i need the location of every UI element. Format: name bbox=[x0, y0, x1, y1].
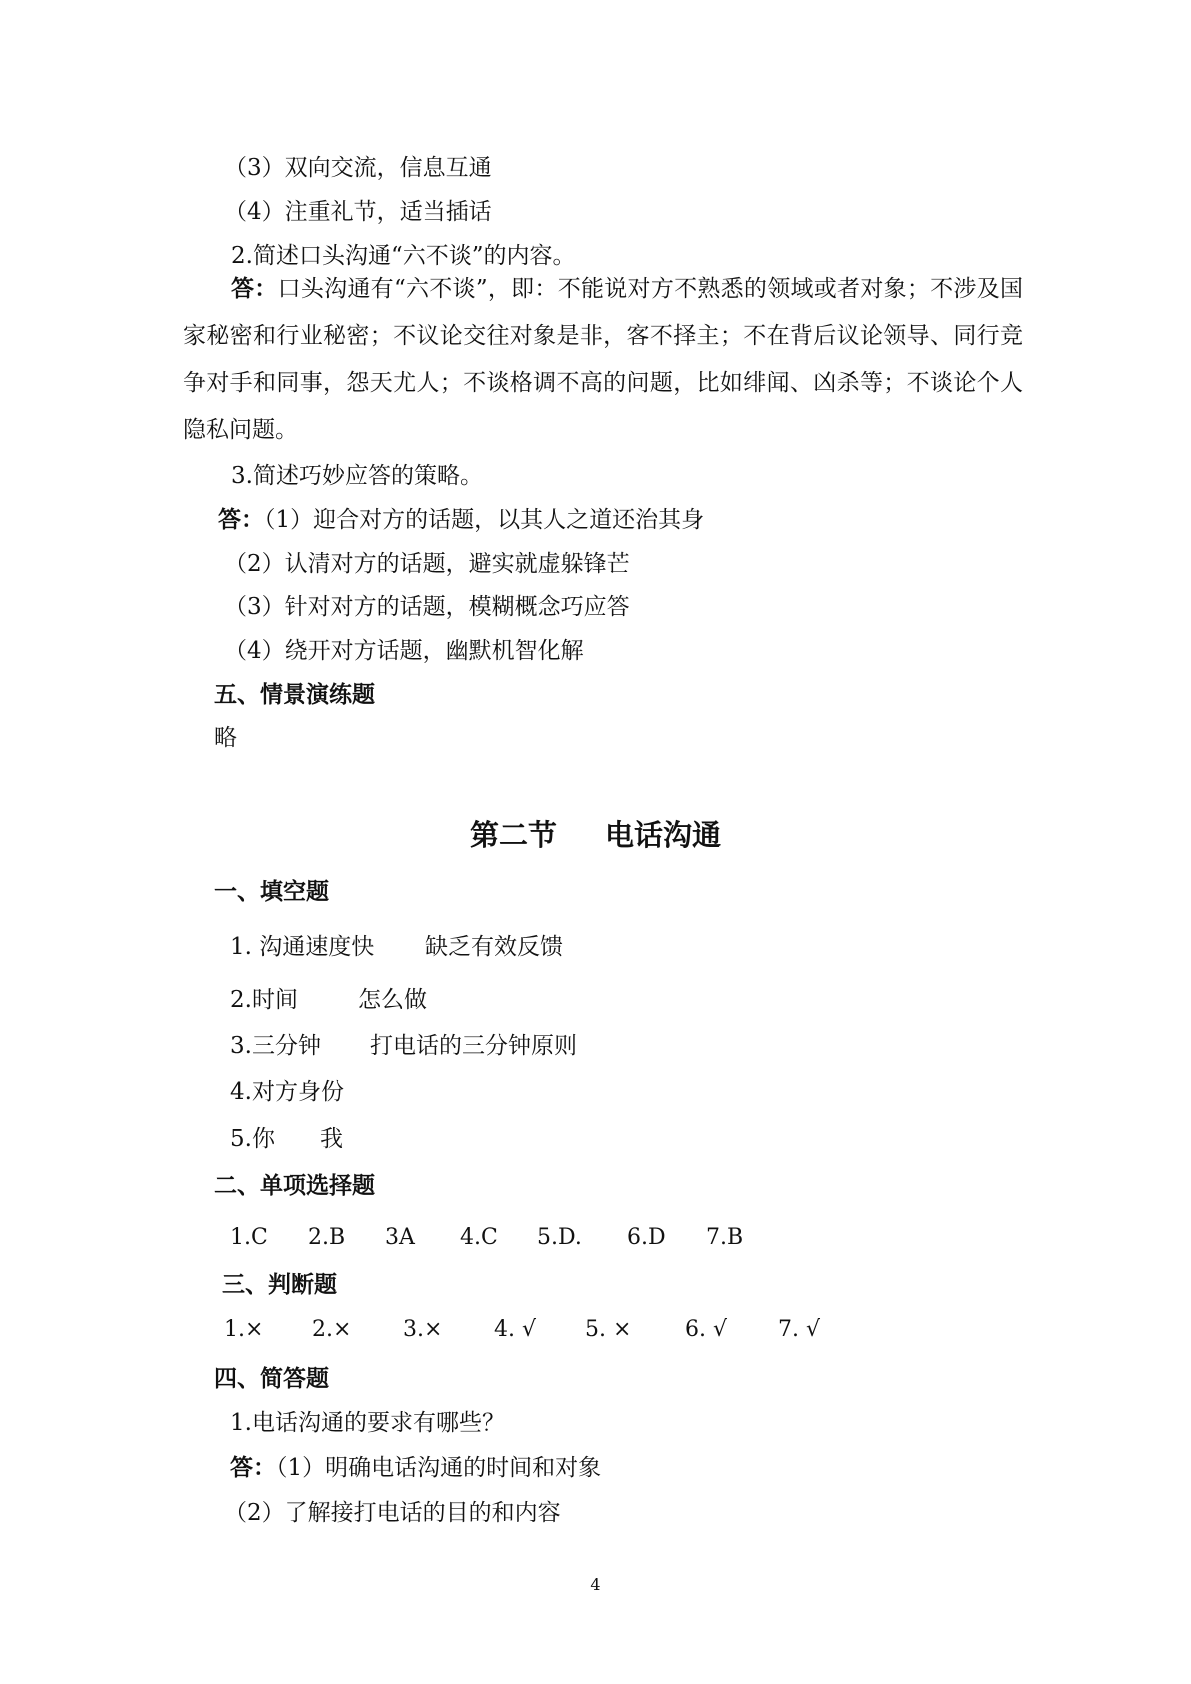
list-item: （4）绕开对方话题，幽默机智化解 bbox=[224, 638, 584, 664]
choice-answer: 3A bbox=[385, 1225, 415, 1250]
part-heading: 二、单项选择题 bbox=[214, 1172, 375, 1199]
judgment-answer: 1.× bbox=[224, 1317, 264, 1342]
fill-blank-answer: 1. 沟通速度快 bbox=[230, 934, 375, 960]
list-item: （1）明确电话沟通的时间和对象 bbox=[276, 1455, 602, 1481]
answer-text: 口头沟通有“六不谈”，即：不能说对方不熟悉的领域或者对象；不涉及国家秘密和行业秘密；不议论交往对象是非，客不择主；不在背后议论领导、同行竞争对手和同事，怨天尤人；不谈格调不高的问题，比如绯闻、凶杀等；不谈论个人隐私问题。 bbox=[183, 276, 1023, 443]
answer-line bbox=[230, 1453, 601, 1483]
question-text: 3.简述巧妙应答的策略。 bbox=[231, 463, 483, 489]
list-item: （2）了解接打电话的目的和内容 bbox=[224, 1500, 561, 1526]
fill-blank-answer: 3.三分钟 bbox=[230, 1033, 321, 1059]
list-item: （2）认清对方的话题，避实就虚躲锋芒 bbox=[224, 551, 630, 577]
part-content: 略 bbox=[214, 725, 237, 751]
choice-answer: 4.C bbox=[460, 1225, 498, 1250]
page-number: 4 bbox=[590, 1575, 601, 1594]
fill-blank-answer: 怎么做 bbox=[358, 987, 427, 1013]
answer-label: 答： bbox=[231, 275, 278, 302]
list-item: （1）迎合对方的话题，以其人之道还治其身 bbox=[264, 507, 705, 533]
answer-label: 答： bbox=[218, 506, 264, 533]
section-title bbox=[0, 817, 1191, 853]
answer-line bbox=[218, 505, 704, 535]
section-number: 第二节 bbox=[469, 818, 557, 852]
choice-answer: 2.B bbox=[308, 1225, 346, 1250]
fill-blank-answer: 缺乏有效反馈 bbox=[425, 934, 563, 960]
fill-blank-answer: 我 bbox=[320, 1126, 343, 1152]
judgment-answer: 6. √ bbox=[685, 1317, 728, 1342]
part-heading: 四、简答题 bbox=[214, 1365, 329, 1392]
choice-answer: 7.B bbox=[706, 1225, 744, 1250]
list-item: （4）注重礼节，适当插话 bbox=[224, 199, 492, 225]
section-name: 电话沟通 bbox=[605, 818, 722, 852]
part-heading: 三、判断题 bbox=[222, 1271, 337, 1298]
fill-blank-answer: 4.对方身份 bbox=[230, 1079, 344, 1105]
part-heading: 五、情景演练题 bbox=[214, 681, 375, 708]
answer-label: 答： bbox=[230, 1454, 276, 1481]
question-text: 2.简述口头沟通“六不谈”的内容。 bbox=[231, 243, 576, 269]
choice-answer: 1.C bbox=[230, 1225, 268, 1250]
part-heading: 一、填空题 bbox=[214, 878, 329, 905]
answer-row bbox=[0, 1315, 1191, 1345]
answer-paragraph bbox=[183, 265, 1023, 454]
question-text: 1.电话沟通的要求有哪些？ bbox=[230, 1410, 505, 1436]
choice-answer: 5.D. bbox=[537, 1225, 582, 1250]
judgment-answer: 4. √ bbox=[494, 1317, 537, 1342]
list-item: （3）双向交流，信息互通 bbox=[224, 155, 492, 181]
answer-row bbox=[0, 1223, 1191, 1253]
choice-answer: 6.D bbox=[627, 1225, 666, 1250]
judgment-answer: 5. × bbox=[585, 1317, 632, 1342]
list-item: （3）针对对方的话题，模糊概念巧应答 bbox=[224, 594, 630, 620]
judgment-answer: 7. √ bbox=[778, 1317, 821, 1342]
judgment-answer: 3.× bbox=[403, 1317, 443, 1342]
fill-blank-answer: 打电话的三分钟原则 bbox=[370, 1033, 577, 1059]
judgment-answer: 2.× bbox=[312, 1317, 352, 1342]
fill-blank-answer: 2.时间 bbox=[230, 987, 298, 1013]
fill-blank-answer: 5.你 bbox=[230, 1126, 275, 1152]
